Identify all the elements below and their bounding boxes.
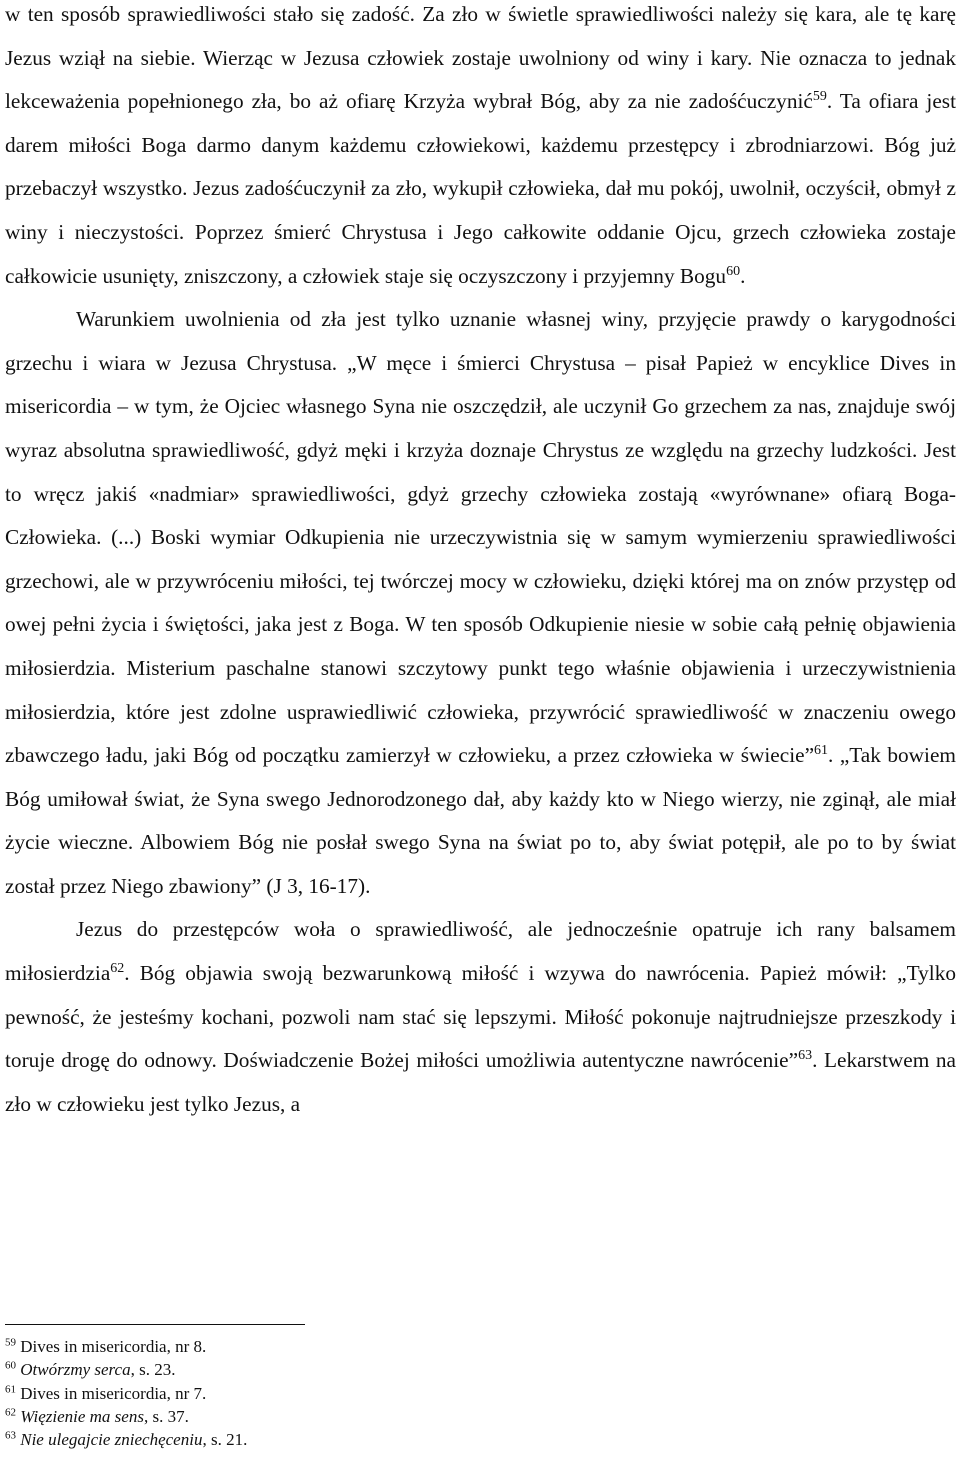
footnote-rest: , s. 21. — [202, 1430, 248, 1450]
footnote-ref-62[interactable]: 62 — [110, 960, 125, 976]
paragraph-text: . — [740, 263, 746, 288]
paragraph-text: w ten sposób sprawiedliwości stało się zadość. Za zło w świetle sprawiedliwości należy się kara, ale tę karę Jezus wziął na siebie. Wierząc w Jezusa człowiek zostaje uwolniony od winy i kary. Nie oznacza to jednak lekceważenia popełnionego zła, bo aż ofiarę Krzyża wybrał Bóg, aby za nie zadośćuczynić — [5, 2, 956, 114]
footnote-title: Dives in misericordia — [20, 1337, 167, 1356]
footnote-number: 63 — [5, 1429, 16, 1442]
paragraph-text: . Ta ofiara jest darem miłości Boga darmo danym każdemu człowiekowi, każdemu przestępcy i zbrodniarzowi. Bóg już przebaczył wszystko. Jezus zadośćuczynił za zło, wykupił człowieka, dał mu pokój, uwolnił, oczyścił, obmył z winy i nieczystości. Poprzez śmierć Chrystusa i Jego całkowite oddanie Ojcu, grzech człowieka zostaje całkowicie usunięty, zniszczony, a człowiek staje się oczyszczony i przyjemny Bogu — [5, 89, 956, 288]
paragraph-text: . „Tak bowiem Bóg umiłował świat, że Syna swego Jednorodzonego dał, aby każdy kto w Niego wierzy, nie zginął, ale miał życie wieczne. Albowiem Bóg nie posłał swego Syna na świat po to, aby świat potępił, ale po to by świat został przez Niego zbawiony” (J 3, 16-17). — [5, 743, 956, 898]
footnote-62 — [5, 1405, 945, 1428]
footnote-number: 62 — [5, 1406, 16, 1419]
footnote-ref-61[interactable]: 61 — [814, 743, 829, 758]
paragraph-text: Jezus do przestępców woła o sprawiedliwość, ale jednocześnie opatruje ich rany balsamem miłosierdzia — [5, 917, 956, 986]
footnote-61 — [5, 1382, 945, 1405]
footnote-number: 59 — [5, 1336, 16, 1349]
paragraph-text: Warunkiem uwolnienia od zła jest tylko uznanie własnej winy, przyjęcie prawdy o karygodności grzechu i wiara w Jezusa Chrystusa. „W męce i śmierci Chrystusa – pisał Papież w encyklice Dives in misericordia – w tym, że Ojciec własnego Syna nie oszczędził, ale uczynił Go grzechem za nas, znajduje swój wyraz absolutna sprawiedliwość, gdyż męki i krzyża doznaje Chrystus ze względu na grzechy ludzkości. Jest to wręcz jakiś «nadmiar» sprawiedliwości, gdyż grzechy człowieka zostają «wyrównane» ofiarą Boga-Człowieka. (...) Boski wymiar Odkupienia nie urzeczywistnia się w samym wymierzeniu sprawiedliwości grzechowi, ale w przywróceniu miłości, tej twórczej mocy w człowieku, dzięki której ma on znów przystęp od owej pełni życia i świętości, jaka jest z Boga. W ten sposób Odkupienie niesie w sobie całą pełnię objawienia miłosierdzia. Misterium paschalne stanowi szczytowy punkt tego właśnie objawienia i urzeczywistnienia miłosierdzia, które jest zdolne usprawiedliwić człowieka, przywrócić sprawiedliwość w znaczeniu owego zbawczego ładu, jaki Bóg od początku zamierzył w człowieku, a przez człowieka w świecie” — [5, 307, 956, 768]
footnotes — [5, 1335, 945, 1451]
footnote-ref-59[interactable]: 59 — [812, 89, 827, 105]
paragraph-text: . Lekarstwem na zło w człowieku jest tylko Jezus, a — [5, 1048, 956, 1116]
footnote-separator — [5, 1324, 305, 1325]
paragraph-text: . Bóg objawia swoją bezwarunkową miłość i wzywa do nawrócenia. Papież mówił: „Tylko pewność, że jesteśmy kochani, pozwoli nam stać się lepszymi. Miłość pokonuje najtrudniejsze przeszkody i toruje drogę do odnowy. Doświadczenie Bożej miłości umożliwia autentyczne nawrócenie” — [5, 961, 956, 1073]
footnote-rest: , s. 23. — [130, 1360, 176, 1380]
body-paragraph-3 — [5, 908, 956, 1126]
footnote-ref-63[interactable]: 63 — [798, 1048, 813, 1064]
footnote-title: Nie ulegajcie zniechęceniu — [20, 1430, 203, 1450]
body-paragraph-1 — [5, 0, 956, 298]
footnote-63 — [5, 1428, 945, 1451]
footnote-rest: , s. 37. — [143, 1406, 189, 1426]
footnote-rest: , nr 8. — [166, 1337, 207, 1356]
footnote-59 — [5, 1335, 945, 1358]
body-paragraph-2 — [5, 298, 956, 908]
footnote-title: Otwórzmy serca — [20, 1360, 131, 1380]
footnote-title: Więzienie ma sens — [20, 1406, 144, 1426]
footnote-number: 61 — [5, 1382, 16, 1395]
footnote-ref-60[interactable]: 60 — [726, 263, 741, 279]
footnote-number: 60 — [5, 1359, 16, 1372]
footnote-60 — [5, 1358, 945, 1381]
footnote-rest: , nr 7. — [166, 1383, 207, 1403]
footnote-title: Dives in misericordia — [20, 1383, 167, 1403]
